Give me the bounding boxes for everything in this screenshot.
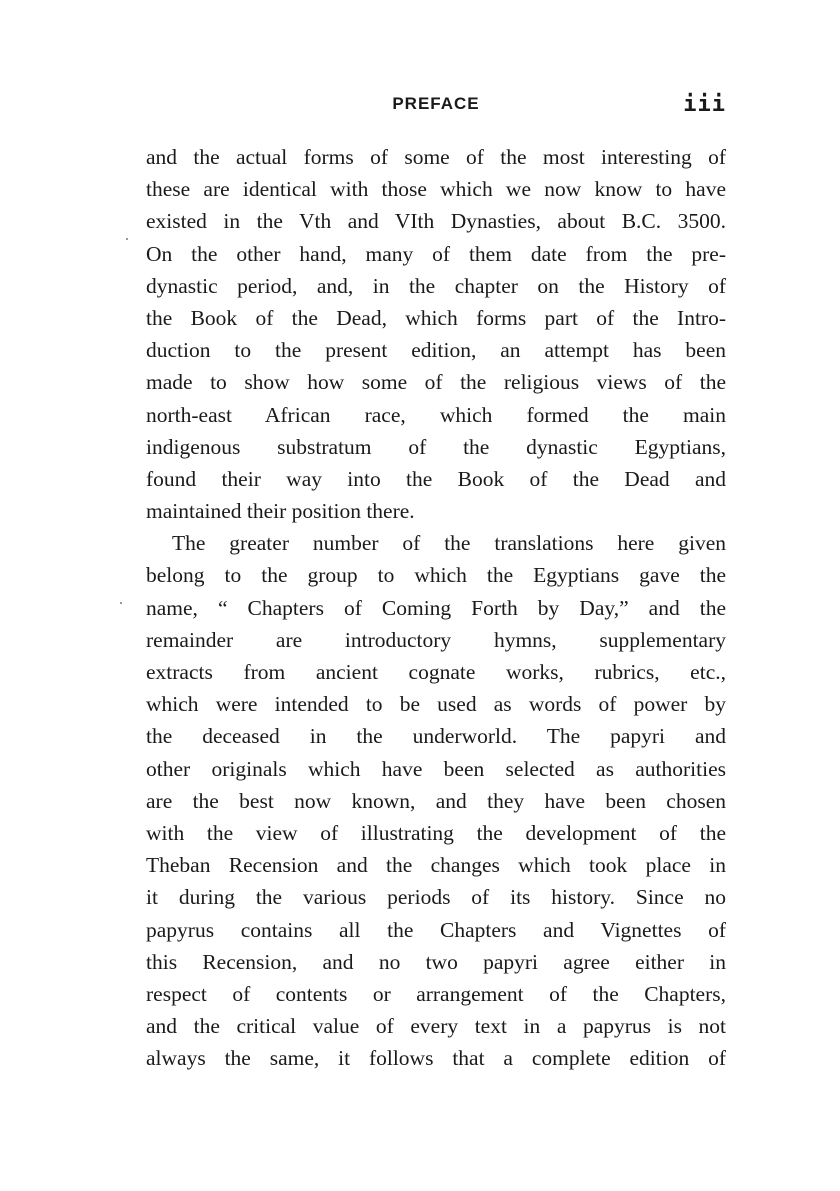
text-line: belong to the group to which the Egyptians gave the [146, 563, 726, 588]
body-text [146, 141, 726, 1074]
date-year: 3500. [677, 209, 727, 234]
text-line: extracts from ancient cognate works, rubrics, etc., [146, 660, 726, 684]
text-line: north-east African race, which formed the main [146, 402, 726, 427]
text-line: made to show how some of the religious views of the [146, 370, 726, 395]
text-line: it during the various periods of its history. Since no [146, 885, 726, 910]
text-line: Theban Recension and the changes which took place in [146, 853, 726, 878]
text-line: On the other hand, many of them date from the pre- [146, 241, 726, 266]
text-line [146, 205, 726, 237]
page-number: iii [683, 92, 726, 117]
date-era: B.C. [621, 209, 662, 234]
text-line-content: existed in the Vth and VIth Dynasties, about [146, 209, 606, 234]
text-line: always the same, it follows that a complete edition of [146, 1046, 726, 1071]
running-title: PREFACE [392, 94, 480, 113]
page-header [146, 92, 726, 122]
text-line: remainder are introductory hymns, supplementary [146, 627, 726, 652]
text-line: papyrus contains all the Chapters and Vignettes of [146, 917, 726, 942]
margin-speck [126, 238, 128, 240]
text-line: dynastic period, and, in the chapter on the History of [146, 273, 726, 298]
text-line: the deceased in the underworld. The papyri and [146, 724, 726, 749]
text-line: are the best now known, and they have been chosen [146, 788, 726, 813]
text-line: name, “ Chapters of Coming Forth by Day,” and the [146, 595, 726, 620]
text-line: maintained their position there. [146, 499, 415, 524]
text-line: The greater number of the translations here given [172, 531, 726, 556]
text-line: other originals which have been selected as authorities [146, 756, 726, 781]
text-line: duction to the present edition, an attempt has been [146, 338, 726, 363]
text-line: and the actual forms of some of the most interesting of [146, 145, 726, 169]
text-line: indigenous substratum of the dynastic Egyptians, [146, 434, 726, 459]
text-line: respect of contents or arrangement of the Chapters, [146, 981, 726, 1006]
text-line: and the critical value of every text in a papyrus is not [146, 1014, 726, 1039]
text-line: with the view of illustrating the development of the [146, 820, 726, 845]
text-line: the Book of the Dead, which forms part of the Intro- [146, 305, 726, 330]
text-line: this Recension, and no two papyri agree either in [146, 949, 726, 974]
text-line: these are identical with those which we now know to have [146, 177, 726, 202]
text-line: found their way into the Book of the Dead and [146, 466, 726, 491]
margin-speck [120, 602, 122, 604]
text-line: which were intended to be used as words of power by [146, 692, 726, 717]
